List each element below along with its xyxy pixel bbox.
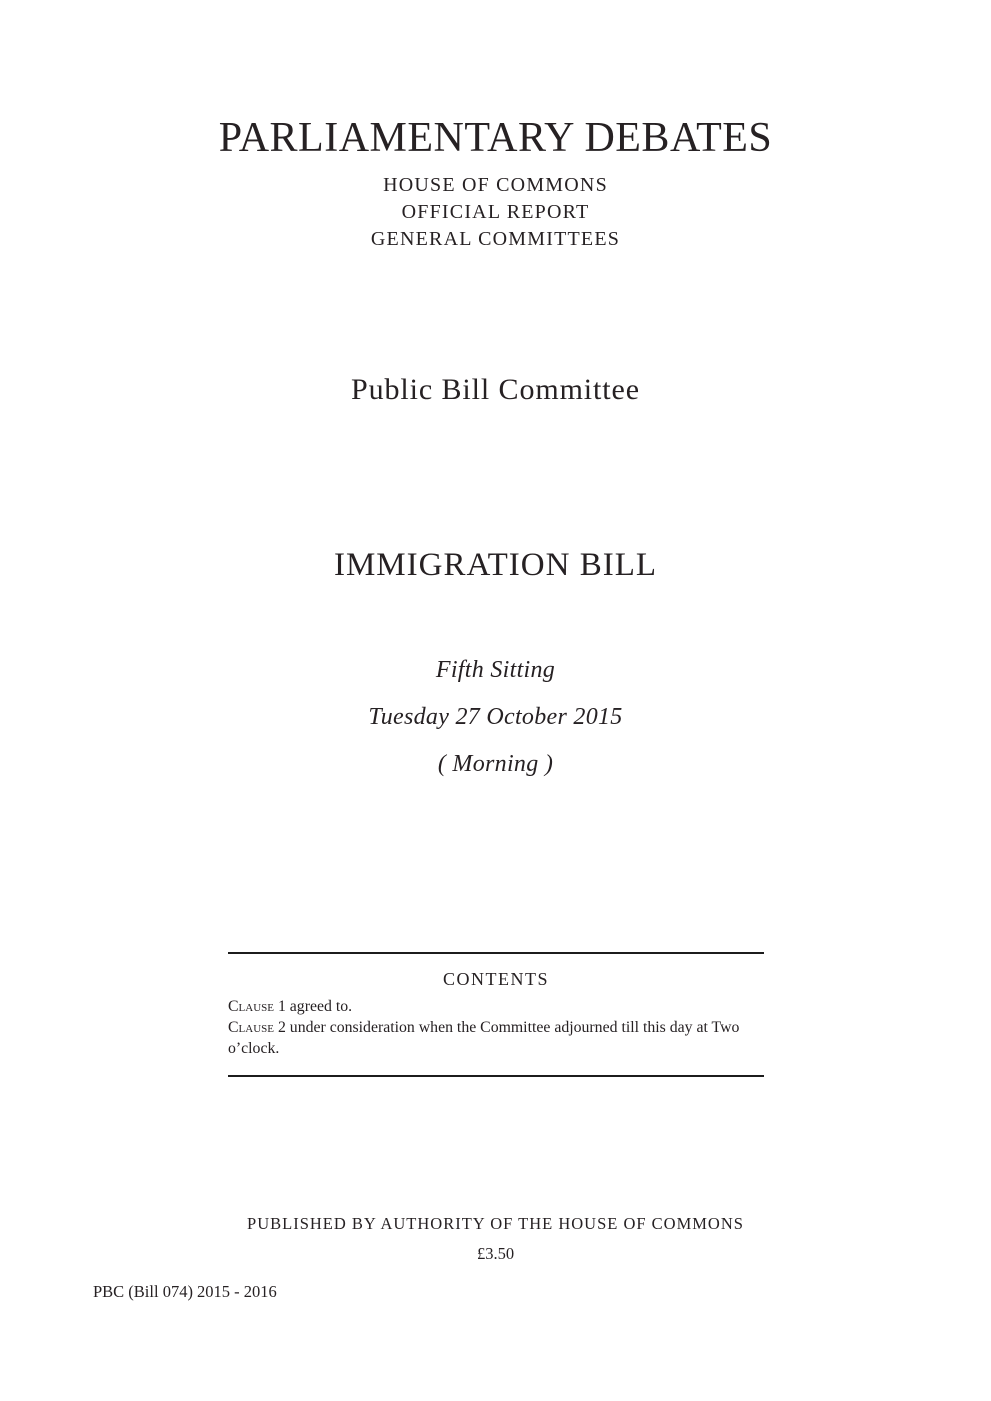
clause-2-number: 2 — [277, 1019, 286, 1036]
subtitle-line-official-report: OFFICIAL REPORT — [401, 201, 590, 223]
contents-item-clause-1 — [228, 996, 764, 1017]
sitting-session: ( Morning ) — [437, 751, 554, 777]
reference-number: PBC (Bill 074) 2015 - 2016 — [93, 1282, 277, 1301]
clause-1-number: 1 — [277, 998, 286, 1015]
clause-1-label: Clause — [228, 998, 274, 1015]
subtitle-line-house-of-commons: HOUSE OF COMMONS — [383, 174, 608, 196]
subtitle-block — [0, 172, 991, 253]
subtitle-line-general-committees: GENERAL COMMITTEES — [370, 228, 621, 250]
page-title: PARLIAMENTARY DEBATES — [218, 115, 773, 161]
bill-title: IMMIGRATION BILL — [333, 547, 658, 583]
sitting-number: Fifth Sitting — [435, 657, 556, 683]
sitting-block — [0, 647, 991, 788]
contents-item-clause-2 — [228, 1017, 764, 1059]
price: £3.50 — [476, 1244, 515, 1263]
clause-2-text: under consideration when the Committee adjourned till this day at Two o’clock. — [228, 1019, 740, 1057]
contents-heading: CONTENTS — [443, 969, 549, 989]
sitting-date: Tuesday 27 October 2015 — [368, 704, 623, 730]
published-by-line: PUBLISHED BY AUTHORITY OF THE HOUSE OF COMMONS — [247, 1214, 744, 1233]
contents-box — [228, 952, 764, 1077]
committee-title: Public Bill Committee — [351, 373, 640, 406]
clause-2-label: Clause — [228, 1019, 274, 1036]
clause-1-text: agreed to. — [289, 998, 353, 1015]
